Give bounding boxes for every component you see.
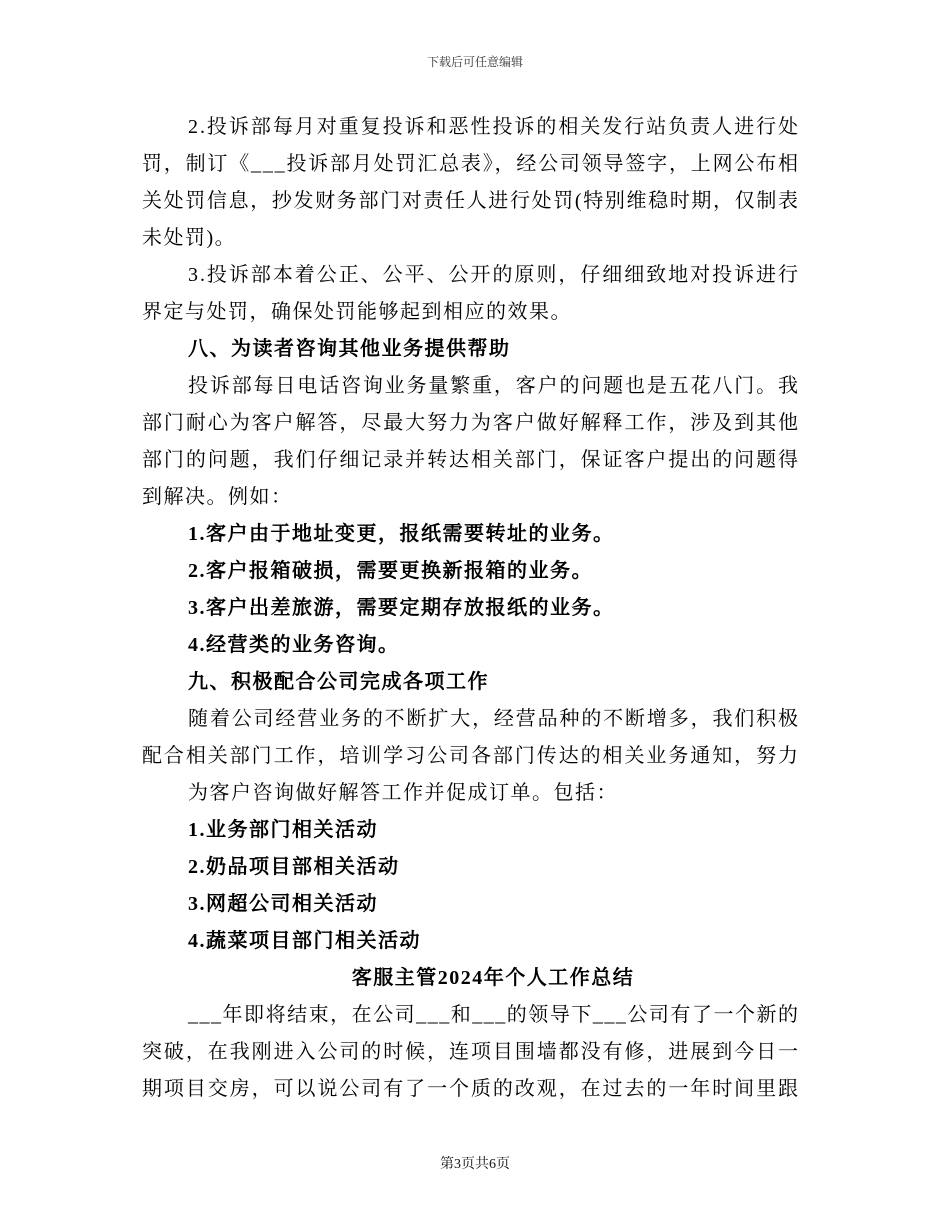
paragraph-line: 配合相关部门工作，培训学习公司各部门传达的相关业务通知，努力 bbox=[142, 745, 800, 767]
paragraph-line: 罚，制订《___投诉部月处罚汇总表》，经公司领导签字，上网公布相 bbox=[142, 153, 800, 175]
section-heading: 九、积极配合公司完成各项工作 bbox=[188, 671, 489, 693]
paragraph-line: 关处罚信息，抄发财务部门对责任人进行处罚(特别维稳时期，仅制表 bbox=[142, 190, 800, 212]
paragraph-line: 投诉部每日电话咨询业务量繁重，客户的问题也是五花八门。我 bbox=[188, 375, 800, 397]
list-item: 1.客户由于地址变更，报纸需要转址的业务。 bbox=[188, 523, 615, 545]
list-item: 1.业务部门相关活动 bbox=[188, 819, 378, 841]
paragraph-line: 部门耐心为客户解答，尽最大努力为客户做好解释工作，涉及到其他 bbox=[142, 412, 800, 434]
list-item: 4.经营类的业务咨询。 bbox=[188, 634, 400, 656]
document-body bbox=[142, 109, 798, 1108]
list-item: 4.蔬菜项目部门相关活动 bbox=[188, 930, 421, 952]
document-title: 客服主管2024年个人工作总结 bbox=[351, 967, 635, 989]
paragraph-line: 3.投诉部本着公正、公平、公开的原则，仔细细致地对投诉进行 bbox=[188, 264, 800, 286]
paragraph-line: 未处罚)。 bbox=[142, 227, 237, 249]
header-note: 下载后可任意编辑 bbox=[426, 55, 523, 69]
paragraph-line: 随着公司经营业务的不断扩大，经营品种的不断增多，我们积极 bbox=[188, 708, 800, 730]
paragraph-line: 突破，在我刚进入公司的时候，连项目围墙都没有修，进展到今日一 bbox=[142, 1041, 800, 1063]
list-item: 2.客户报箱破损，需要更换新报箱的业务。 bbox=[188, 560, 593, 582]
list-item: 3.网超公司相关活动 bbox=[188, 893, 378, 915]
paragraph-line: 界定与处罚，确保处罚能够起到相应的效果。 bbox=[142, 301, 572, 323]
list-item: 3.客户出差旅游，需要定期存放报纸的业务。 bbox=[188, 597, 615, 619]
paragraph-line: 部门的问题，我们仔细记录并转达相关部门，保证客户提出的问题得 bbox=[142, 449, 800, 471]
paragraph-line: 2.投诉部每月对重复投诉和恶性投诉的相关发行站负责人进行处 bbox=[188, 116, 800, 138]
paragraph-line: 为客户咨询做好解答工作并促成订单。包括： bbox=[188, 782, 618, 804]
paragraph-line: 到解决。例如： bbox=[142, 486, 293, 508]
section-heading: 八、为读者咨询其他业务提供帮助 bbox=[188, 338, 511, 360]
list-item: 2.奶品项目部相关活动 bbox=[188, 856, 400, 878]
paragraph-line: ___年即将结束，在公司___和___的领导下___公司有了一个新的 bbox=[188, 1004, 800, 1026]
paragraph-line: 期项目交房，可以说公司有了一个质的改观，在过去的一年时间里跟 bbox=[142, 1078, 800, 1100]
page-footer: 第3页共6页 bbox=[440, 1157, 510, 1172]
